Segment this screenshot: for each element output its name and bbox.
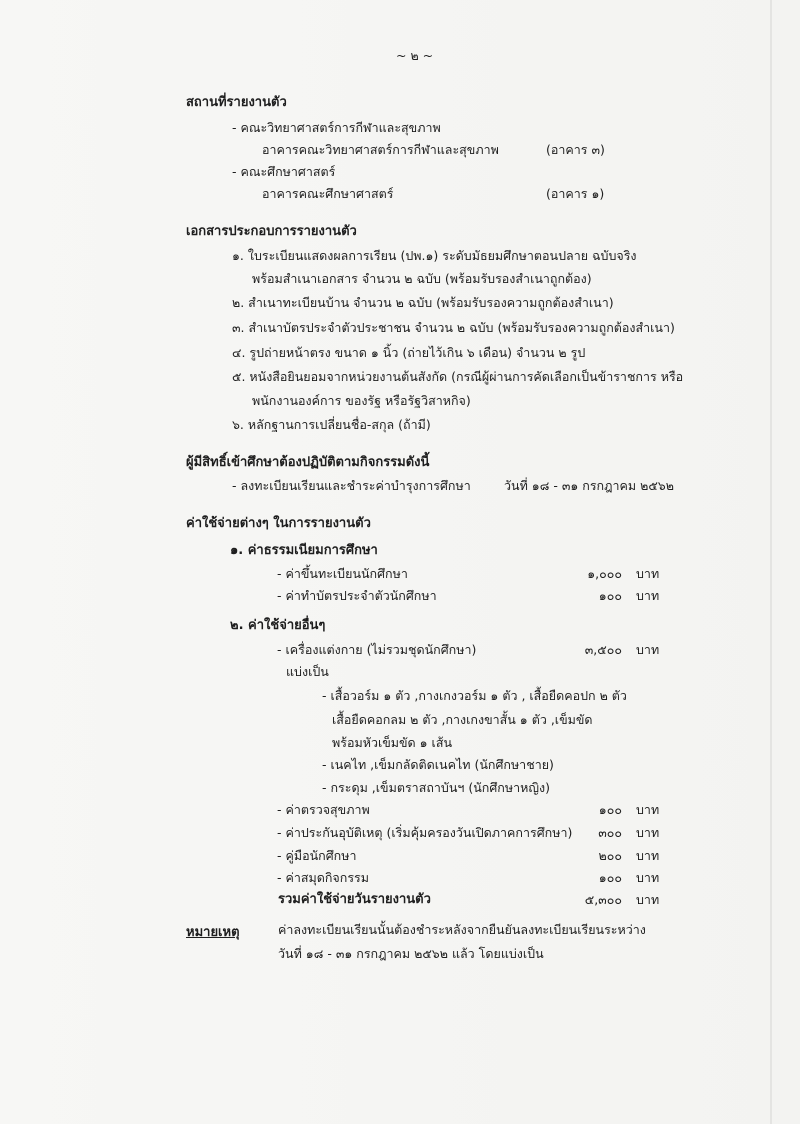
uniform-item: พร้อมหัวเข็มขัด ๑ เส้น xyxy=(332,735,453,750)
fee-label: - ค่าทำบัตรประจำตัวนักศึกษา xyxy=(277,588,437,603)
other-expense-unit: บาท xyxy=(636,848,660,863)
uniform-item: - เนคไท ,เข็มกลัดติดเนคไท (นักศึกษาชาย) xyxy=(322,757,554,772)
documents-heading: เอกสารประกอบการรายงานตัว xyxy=(186,224,357,239)
document-line: ๒. สำเนาทะเบียนบ้าน จำนวน ๒ ฉบับ (พร้อมรับรองความถูกต้องสำเนา) xyxy=(232,295,614,310)
fee-amount: ๑๐๐ xyxy=(598,588,622,603)
faculty-sport-science: - คณะวิทยาศาสตร์การกีฬาและสุขภาพ xyxy=(232,120,441,135)
activities-heading: ผู้มีสิทธิ์เข้าศึกษาต้องปฏิบัติตามกิจกรรมดังนี้ xyxy=(186,455,430,470)
other-expense-unit: บาท xyxy=(636,802,660,817)
other-expense-amount: ๑๐๐ xyxy=(598,802,622,817)
page-fold-shadow xyxy=(770,0,772,1124)
other-expense-label: - คู่มือนักศึกษา xyxy=(277,848,357,863)
building-code-1: (อาคาร ๑) xyxy=(546,186,605,201)
uniform-label: - เครื่องแต่งกาย (ไม่รวมชุดนักศึกษา) xyxy=(277,642,477,657)
total-amount: ๕,๓๐๐ xyxy=(584,892,622,907)
expenses-heading: ค่าใช้จ่ายต่างๆ ในการรายงานตัว xyxy=(186,516,371,531)
faculty-education: - คณะศึกษาศาสตร์ xyxy=(232,164,336,179)
document-line: ๔. รูปถ่ายหน้าตรง ขนาด ๑ นิ้ว (ถ่ายไว้เกิน ๖ เดือน) จำนวน ๒ รูป xyxy=(232,345,586,360)
other-expense-amount: ๑๐๐ xyxy=(598,870,622,885)
document-line: ๓. สำเนาบัตรประจำตัวประชาชน จำนวน ๒ ฉบับ (พร้อมรับรองความถูกต้องสำเนา) xyxy=(232,320,675,335)
note-label: หมายเหตุ xyxy=(186,925,240,940)
other-expense-unit: บาท xyxy=(636,870,660,885)
other-expenses-heading: ๒. ค่าใช้จ่ายอื่นๆ xyxy=(230,618,326,633)
activity-item: - ลงทะเบียนเรียนและชำระค่าบำรุงการศึกษา xyxy=(232,478,471,493)
divided-label: แบ่งเป็น xyxy=(286,664,329,679)
other-expense-label: - ค่าสมุดกิจกรรม xyxy=(277,870,369,885)
document-line: ๖. หลักฐานการเปลี่ยนชื่อ-สกุล (ถ้ามี) xyxy=(232,417,431,432)
uniform-item: - กระดุม ,เข็มตราสถาบันฯ (นักศึกษาหญิง) xyxy=(322,780,551,795)
fee-label: - ค่าขึ้นทะเบียนนักศึกษา xyxy=(277,566,408,581)
other-expense-unit: บาท xyxy=(636,825,660,840)
document-line: ๑. ใบระเบียนแสดงผลการเรียน (ปพ.๑) ระดับมัธยมศึกษาตอนปลาย ฉบับจริง xyxy=(232,248,637,263)
uniform-amount: ๓,๕๐๐ xyxy=(584,642,622,657)
activity-date: วันที่ ๑๘ - ๓๑ กรกฎาคม ๒๕๖๒ xyxy=(504,478,674,493)
note-line: วันที่ ๑๘ - ๓๑ กรกฎาคม ๒๕๖๒ แล้ว โดยแบ่งเป็น xyxy=(278,946,544,961)
total-label: รวมค่าใช้จ่ายวันรายงานตัว xyxy=(278,892,431,907)
building-code-3: (อาคาร ๓) xyxy=(546,142,605,157)
page-number: ~ ๒ ~ xyxy=(396,48,434,63)
uniform-item: เสื้อยืดคอกลม ๒ ตัว ,กางเกงขาสั้น ๑ ตัว ,เข็มขัด xyxy=(332,712,593,727)
other-expense-amount: ๒๐๐ xyxy=(598,848,622,863)
fees-heading: ๑. ค่าธรรมเนียมการศึกษา xyxy=(230,543,378,558)
building-sport-science: อาคารคณะวิทยาศาสตร์การกีฬาและสุขภาพ xyxy=(262,142,499,157)
uniform-item: - เสื้อวอร์ม ๑ ตัว ,กางเกงวอร์ม ๑ ตัว , เสื้อยืดคอปก ๒ ตัว xyxy=(322,688,627,703)
fee-unit: บาท xyxy=(636,566,660,581)
other-expense-label: - ค่าตรวจสุขภาพ xyxy=(277,802,370,817)
other-expense-amount: ๓๐๐ xyxy=(598,825,622,840)
total-unit: บาท xyxy=(636,892,660,907)
document-line: พร้อมสำเนาเอกสาร จำนวน ๒ ฉบับ (พร้อมรับรองสำเนาถูกต้อง) xyxy=(252,271,592,286)
building-education: อาคารคณะศึกษาศาสตร์ xyxy=(262,186,394,201)
fee-amount: ๑,๐๐๐ xyxy=(587,566,622,581)
report-location-heading: สถานที่รายงานตัว xyxy=(186,95,287,110)
other-expense-label: - ค่าประกันอุบัติเหตุ (เริ่มคุ้มครองวันเปิดภาคการศึกษา) xyxy=(277,825,573,840)
fee-unit: บาท xyxy=(636,588,660,603)
document-line: พนักงานองค์การ ของรัฐ หรือรัฐวิสาหกิจ) xyxy=(252,393,471,408)
note-line: ค่าลงทะเบียนเรียนนั้นต้องชำระหลังจากยืนยันลงทะเบียนเรียนระหว่าง xyxy=(278,922,646,937)
uniform-unit: บาท xyxy=(636,642,660,657)
document-line: ๕. หนังสือยินยอมจากหน่วยงานต้นสังกัด (กรณีผู้ผ่านการคัดเลือกเป็นข้าราชการ หรือ xyxy=(232,369,684,384)
